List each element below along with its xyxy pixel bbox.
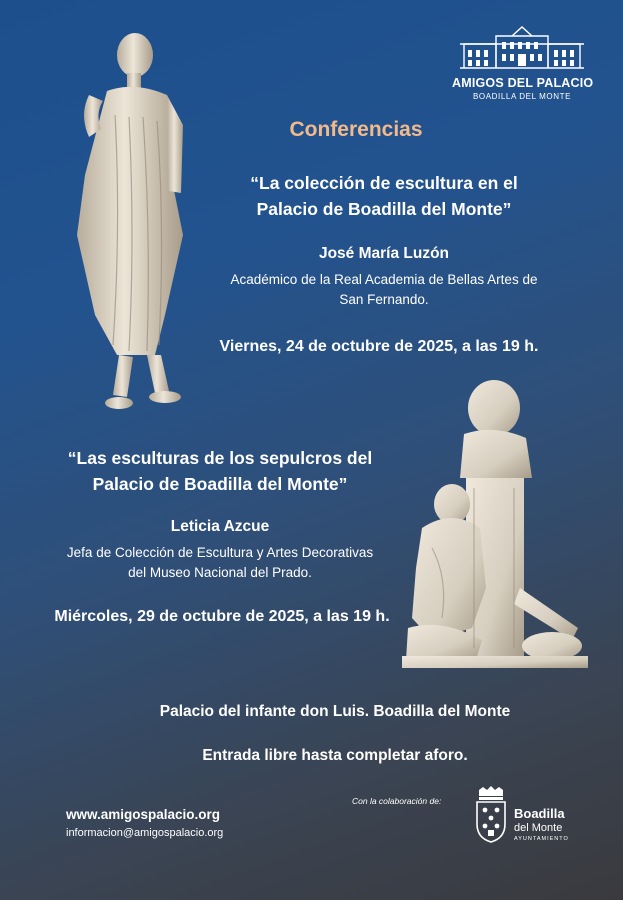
collaboration-label: Con la colaboración de: bbox=[352, 796, 442, 806]
talk-1-date: Viernes, 24 de octubre de 2025, a las 19 h. bbox=[219, 338, 539, 355]
talk-2-title-line-1: “Las esculturas de los sepulcros del bbox=[67, 448, 373, 468]
talk-2-title bbox=[34, 445, 406, 497]
ayuntamiento-name-line-2: del Monte bbox=[514, 822, 563, 834]
ayuntamiento-name-line-1: Boadilla bbox=[514, 806, 565, 821]
talk-2-role-line-1: Jefa de Colección de Escultura y Artes Decorativas bbox=[66, 545, 374, 560]
talk-2-date: Miércoles, 29 de octubre de 2025, a las 19 h. bbox=[54, 608, 390, 625]
entry-text: Entrada libre hasta completar aforo. bbox=[202, 747, 468, 764]
talk-2-speaker: Leticia Azcue bbox=[170, 518, 270, 535]
talk-1-role-line-2: San Fernando. bbox=[339, 292, 429, 307]
talk-1-title bbox=[208, 170, 560, 222]
standing-statue-image bbox=[55, 25, 195, 425]
email-link[interactable]: informacion@amigospalacio.org bbox=[66, 827, 224, 839]
venue-text: Palacio del infante don Luis. Boadilla del Monte bbox=[159, 703, 511, 720]
section-title: Conferencias bbox=[289, 118, 423, 141]
logo-subtitle: BOADILLA DEL MONTE bbox=[472, 92, 572, 101]
talk-2-title-line-2: Palacio de Boadilla del Monte” bbox=[92, 474, 348, 494]
coat-of-arms-icon bbox=[474, 786, 508, 844]
talk-1-title-line-2: Palacio de Boadilla del Monte” bbox=[256, 199, 512, 219]
palace-building-icon bbox=[456, 24, 588, 72]
talk-1-title-line-1: “La colección de escultura en el bbox=[250, 173, 518, 193]
talk-1-role bbox=[196, 270, 572, 310]
talk-1-role-line-1: Académico de la Real Academia de Bellas Artes de bbox=[230, 272, 538, 287]
amigos-del-palacio-logo bbox=[452, 24, 592, 104]
talk-2-role-line-2: del Museo Nacional del Prado. bbox=[128, 565, 312, 580]
ayuntamiento-label: AYUNTAMIENTO bbox=[514, 836, 569, 842]
talk-1-speaker: José María Luzón bbox=[318, 245, 450, 262]
funerary-sculpture-image bbox=[402, 378, 592, 670]
logo-title: AMIGOS DEL PALACIO bbox=[452, 76, 594, 90]
website-link[interactable]: www.amigospalacio.org bbox=[66, 807, 221, 822]
talk-2-role bbox=[24, 543, 416, 583]
